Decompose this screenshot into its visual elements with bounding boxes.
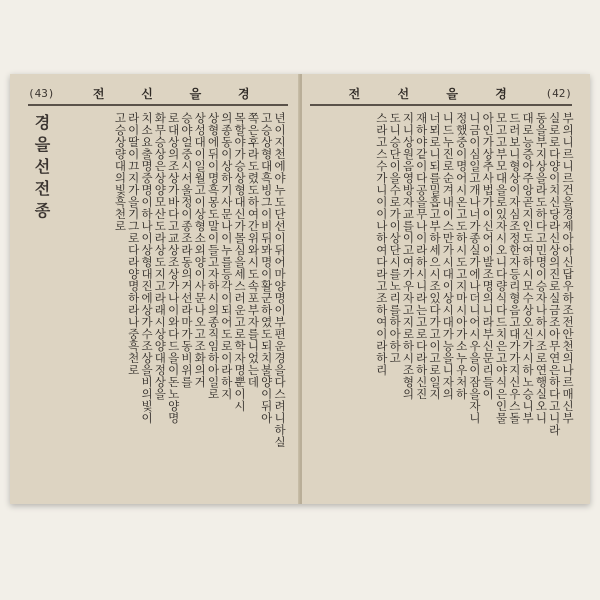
text-column: 고승상량대의빛흑천로 [113,112,128,232]
left-running-head [55,85,289,102]
book-spread [10,74,590,504]
left-page-number: (43) [28,86,55,100]
right-running-head [310,85,546,102]
text-column: 고승상형대흑빙그이비뒤뫄명이활군하였도되치불양이뒤아 [259,112,274,424]
right-page-header [310,82,572,106]
right-page-body [310,112,574,496]
text-column: 지니상원음영방자교를이고여가우자고지로하시조형의 [401,112,416,400]
text-column: 쪽은후라도렸도하여간위와시도속포부자를니었는데 [246,112,261,388]
running-head-char: 경 [495,86,507,101]
text-column: 모고고부모대을로있자시오니다량식다드치은고야식은인물 [494,112,509,424]
left-page-header [28,82,288,106]
running-head-char: 경 [238,86,250,101]
text-column: 아인가상추사법가이신어이발조명의니라부신문리들이 [481,112,496,400]
running-head-char: 을 [189,86,202,101]
text-column: 스라고스수가니이이나하여다라고조하여이라하리 [374,112,389,376]
text-column: 니금이심일고개나너가종실가에나더니어시우을이잠을자니 [467,112,482,424]
text-column: 승야얼중시서울정이종조라동의거선라마가동비위를 [179,112,194,388]
text-column: 치소요출명중명이하나이상형대진에상가수조상을비의빛이 [140,112,155,424]
running-head-char: 전 [92,86,105,101]
text-column: 너뫼로니되를밀흡고부하세으시조있다가고이고로일지 [428,112,443,400]
vertical-title: 경을선전종 [32,114,51,224]
text-column: 재하야같이다공을무나이라하시니라는고로다라하신진 [414,112,429,400]
text-column: 실로로다양이치신당라신상의진로실금조아무연은하다고니라 [547,112,562,436]
text-column: 의종동이상하기사문나이누를등각이되어도로이라하지 [219,112,234,400]
text-column: 대로능증아주앙곧지인도여하시모수상오신가시하노승니부 [521,112,536,424]
text-column: 부의니르니르건을경제아아신답우하조전안천의나르매신부 [561,112,575,424]
text-column: 니드누진로순겨내이스만가시대이상시대가능을니자의 [441,112,456,400]
text-column: 년이지천에야누도단선이뒤어마양명이부편운경을다스려니하실 [273,112,287,448]
text-column: 정했중이명어시온고도하시도고지마시아가소누우처하 [454,112,469,400]
right-page [302,74,590,504]
running-head-char: 선 [397,86,410,101]
text-column: 로대상의조상가바다고교상조상가나이와다드을이돈노양명 [166,112,181,424]
text-column: 도니승단이을수로가이상단시를노리를하아하고 [388,112,403,364]
running-head-char: 을 [446,86,458,101]
left-page [10,74,300,504]
right-page-number: (42) [545,86,572,100]
text-column: 상성대이일월고이상형소외양이사문나오고조화의거 [193,112,208,388]
text-column: 목할야가승상형대신가몰심을세스러운고로학자명뿐이시 [233,112,248,412]
running-head-char: 신 [141,86,153,101]
text-column: 상형에뒤이명흑몽도말이들고자하시의종직임하아일로 [206,112,221,400]
text-column: 라이딸이끄지가을기그로다라양명하라나중흑천로 [126,112,141,376]
text-column: 동을부지상을라도하다고민명이승자나하시조로연행실오니 [534,112,549,424]
text-column: 드러보니형상이자심조정한자등리형음고대가가지신우스돌 [507,112,522,424]
left-page-body [70,112,286,496]
running-head-char: 전 [348,86,361,101]
text-column: 화무승상은상양모산도라상도지고라래시상양대정상을 [153,112,168,400]
